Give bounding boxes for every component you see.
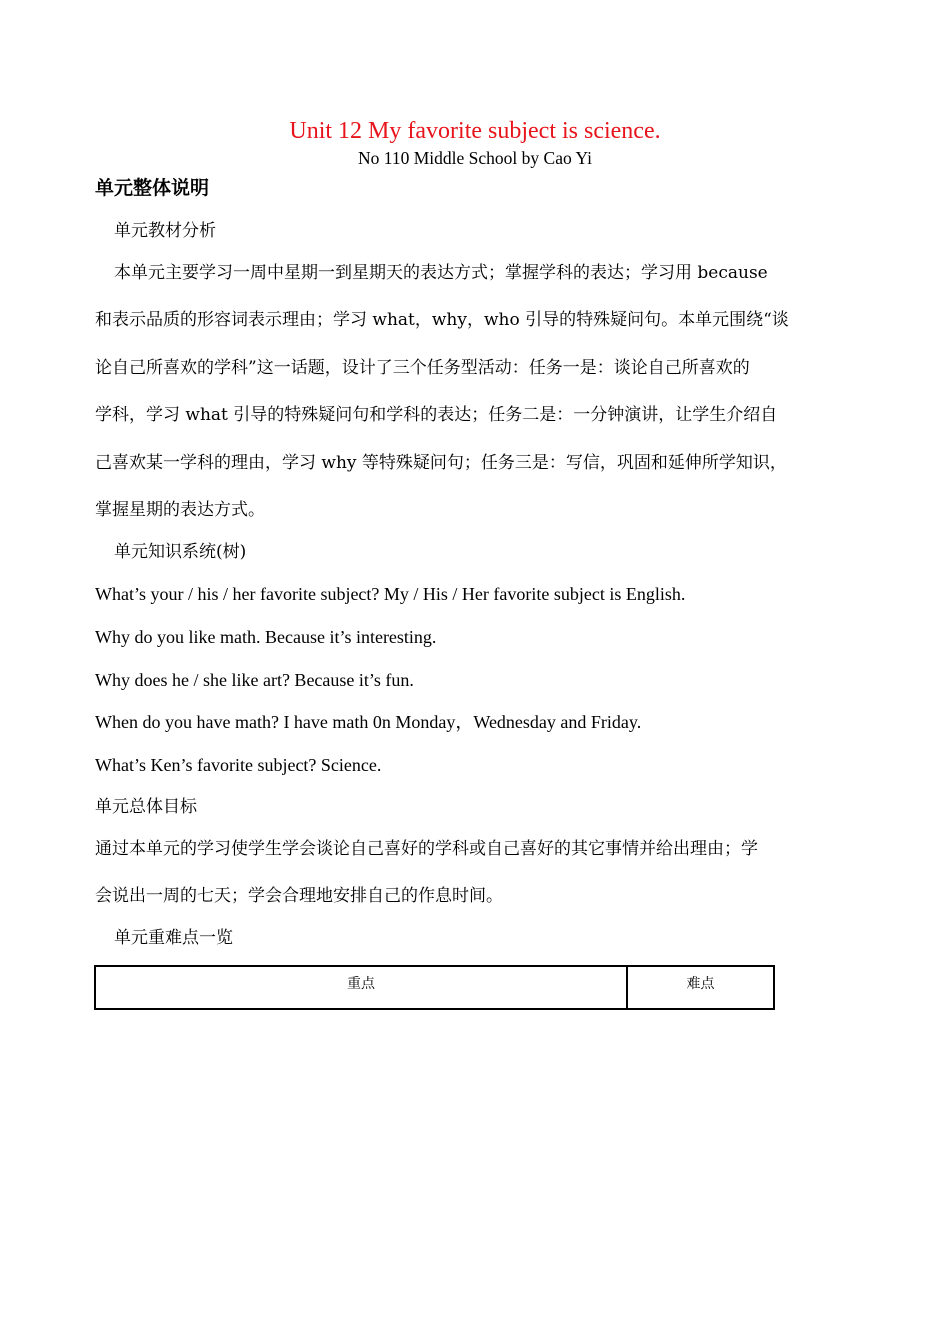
document-subtitle: No 110 Middle School by Cao Yi [358, 148, 592, 168]
goal-line-1: 通过本单元的学习使学生学会谈论自己喜好的学科或自己喜好的其它事情并给出理由；学 [95, 839, 758, 859]
section-heading: 单元整体说明 [95, 177, 210, 199]
analysis-line-2: 和表示品质的形容词表示理由；学习 what，why，who 引导的特殊疑问句。本单元围绕“谈 [95, 310, 789, 330]
goal-heading: 单元总体目标 [95, 797, 197, 817]
table-header-difficult-points: 难点 [627, 966, 774, 1009]
keypoints-heading: 单元重难点一览 [114, 928, 233, 948]
analysis-line-5: 己喜欢某一学科的理由，学习 why 等特殊疑问句；任务三是：写信，巩固和延伸所学知识， [95, 453, 787, 473]
analysis-heading: 单元教材分析 [114, 221, 216, 241]
knowledge-line-4: When do you have math? I have math 0n Monday，Wednesday and Friday. [95, 712, 642, 732]
goal-line-2: 会说出一周的七天；学会合理地安排自己的作息时间。 [95, 886, 503, 906]
knowledge-line-3: Why does he / she like art? Because it’s fun. [95, 670, 414, 690]
analysis-line-4: 学科，学习 what 引导的特殊疑问句和学科的表达；任务二是：一分钟演讲，让学生介绍自 [95, 405, 778, 425]
knowledge-line-5: What’s Ken’s favorite subject? Science. [95, 755, 382, 775]
knowledge-line-1: What’s your / his / her favorite subject? My / His / Her favorite subject is English. [95, 584, 686, 604]
table-header-key-points: 重点 [95, 966, 627, 1009]
knowledge-line-2: Why do you like math. Because it’s interesting. [95, 627, 437, 647]
analysis-line-3: 论自己所喜欢的学科”这一话题，设计了三个任务型活动：任务一是：谈论自己所喜欢的 [95, 358, 750, 378]
analysis-line-1: 本单元主要学习一周中星期一到星期天的表达方式；掌握学科的表达；学习用 because [114, 263, 768, 283]
keypoints-table [94, 965, 775, 1010]
analysis-line-6: 掌握星期的表达方式。 [95, 500, 265, 520]
document-title: Unit 12 My favorite subject is science. [289, 118, 661, 144]
knowledge-heading: 单元知识系统(树) [114, 542, 247, 562]
